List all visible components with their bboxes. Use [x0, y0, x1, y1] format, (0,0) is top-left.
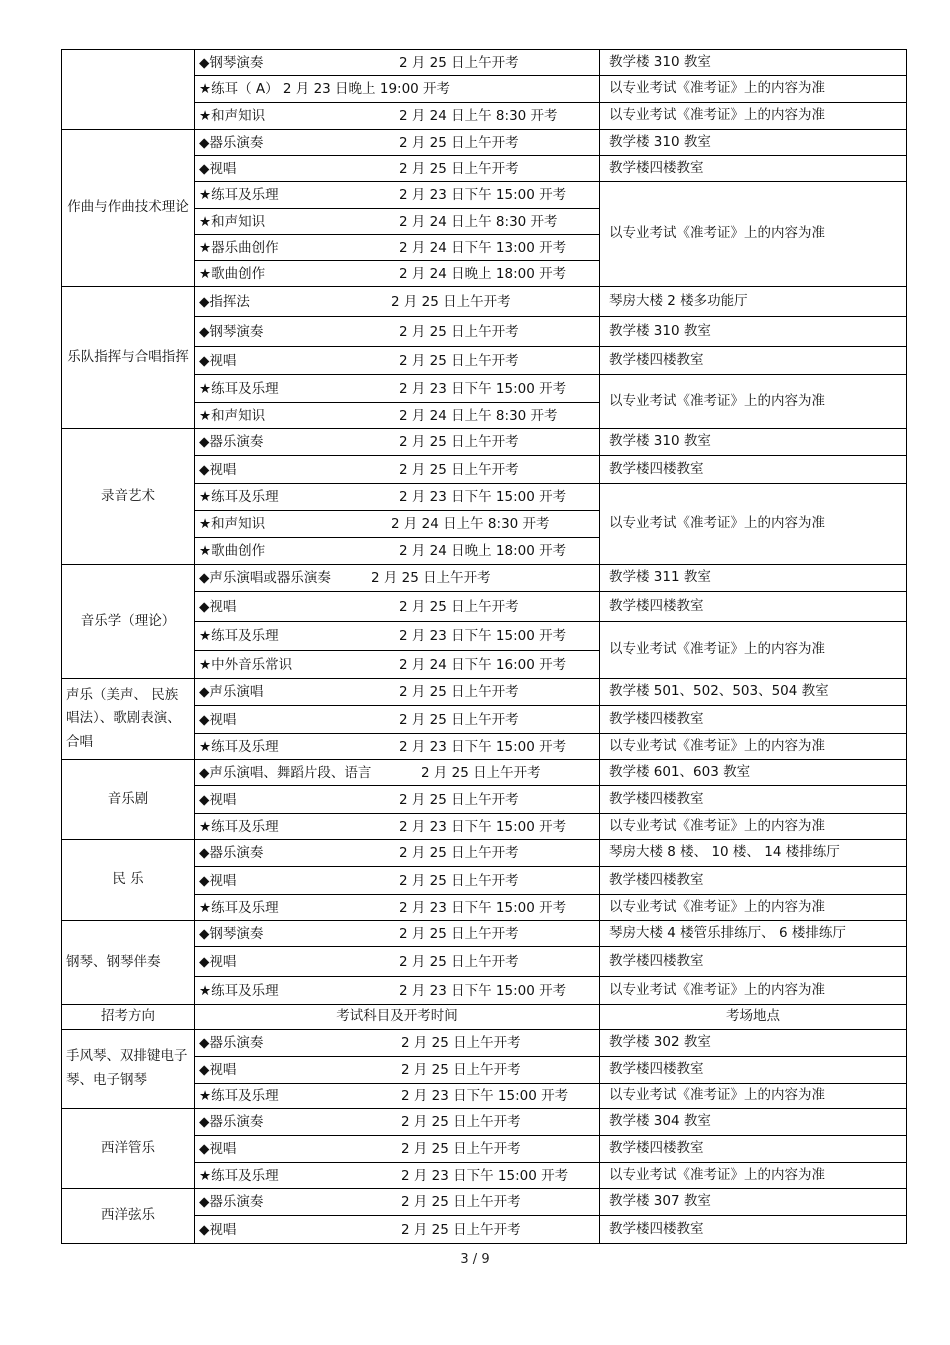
- location-cell: 教学楼四楼教室: [600, 156, 907, 182]
- subject-cell: [195, 209, 600, 235]
- direction-cell: 西洋弦乐: [62, 1189, 195, 1244]
- exam-time: 2 月 24 日上午 8:30 开考: [399, 107, 558, 124]
- subject-name: ◆指挥法: [199, 293, 250, 310]
- subject-cell: [195, 429, 600, 456]
- location-cell: 琴房大楼 2 楼多功能厅: [600, 287, 907, 317]
- subject-name: ★练耳及乐理: [199, 1087, 279, 1104]
- header-subject: 考试科目及开考时间: [195, 1005, 600, 1030]
- subject-name: ★练耳及乐理: [199, 186, 279, 203]
- subject-name: ◆器乐演奏: [199, 134, 264, 151]
- direction-cell: 手风琴、双排键电子琴、电子钢琴: [62, 1030, 195, 1109]
- subject-cell: [195, 1189, 600, 1216]
- subject-name: ◆钢琴演奏: [199, 323, 264, 340]
- location-cell: 教学楼四楼教室: [600, 947, 907, 977]
- exam-time: 2 月 24 日上午 8:30 开考: [399, 407, 558, 424]
- direction-cell: [62, 50, 195, 130]
- location-cell: 教学楼 307 教室: [600, 1189, 907, 1216]
- subject-name: ◆钢琴演奏: [199, 54, 264, 71]
- exam-time: 2 月 25 日上午开考: [399, 433, 519, 450]
- exam-time: 2 月 25 日上午开考: [371, 569, 491, 586]
- subject-cell: [195, 538, 600, 565]
- table-header-row: [62, 1005, 907, 1030]
- location-cell: 以专业考试《准考证》上的内容为准: [600, 622, 907, 679]
- subject-name: ★中外音乐常识: [199, 656, 293, 673]
- subject-cell: [195, 565, 600, 592]
- subject-cell: [195, 130, 600, 156]
- direction-cell: 声乐（美声、 民族唱法）、歌剧表演、合唱: [62, 679, 195, 760]
- subject-cell: [195, 484, 600, 511]
- subject-cell: [195, 592, 600, 622]
- subject-name: ◆视唱: [199, 352, 237, 369]
- subject-name: ◆器乐演奏: [199, 1034, 264, 1051]
- location-cell: 教学楼 304 教室: [600, 1109, 907, 1136]
- exam-time: 2 月 25 日上午开考: [399, 598, 519, 615]
- subject-name: ◆声乐演唱: [199, 683, 264, 700]
- subject-name: ★练耳及乐理: [199, 1167, 279, 1184]
- exam-time: 2 月 23 日下午 15:00 开考: [399, 899, 567, 916]
- location-cell: 教学楼四楼教室: [600, 456, 907, 484]
- exam-time: 2 月 23 日下午 15:00 开考: [401, 1087, 569, 1104]
- location-cell: 教学楼四楼教室: [600, 786, 907, 814]
- subject-name: ★练耳及乐理: [199, 627, 279, 644]
- exam-time: 2 月 24 日下午 16:00 开考: [399, 656, 567, 673]
- subject-name: ◆声乐演唱或器乐演奏: [199, 569, 331, 586]
- subject-cell: [195, 287, 600, 317]
- exam-time: 2 月 25 日上午开考: [399, 711, 519, 728]
- subject-name: ◆视唱: [199, 598, 237, 615]
- subject-name: ◆视唱: [199, 1061, 237, 1078]
- exam-time: 2 月 25 日上午开考: [401, 1140, 521, 1157]
- page-number: 3 / 9: [460, 1252, 490, 1267]
- subject-name: ◆视唱: [199, 160, 237, 177]
- table-row: [62, 1030, 907, 1057]
- direction-cell: 录音艺术: [62, 429, 195, 565]
- subject-cell: [195, 235, 600, 261]
- table-row: [62, 130, 907, 156]
- exam-time: 2 月 25 日上午开考: [399, 844, 519, 861]
- location-cell: 琴房大楼 4 楼管乐排练厅、 6 楼排练厅: [600, 921, 907, 947]
- exam-time: 2 月 25 日上午开考: [399, 953, 519, 970]
- subject-cell: [195, 50, 600, 76]
- subject-cell: [195, 317, 600, 347]
- subject-name: ★和声知识: [199, 213, 266, 230]
- subject-name: ★练耳及乐理: [199, 488, 279, 505]
- subject-cell: [195, 182, 600, 209]
- subject-cell: [195, 977, 600, 1005]
- exam-time: 2 月 24 日晚上 18:00 开考: [399, 265, 567, 282]
- subject-cell: [195, 511, 600, 538]
- direction-cell: 西洋管乐: [62, 1109, 195, 1189]
- location-cell: 教学楼 501、502、503、504 教室: [600, 679, 907, 706]
- exam-time: 2 月 25 日上午开考: [399, 925, 519, 942]
- subject-name: ★歌曲创作: [199, 542, 266, 559]
- table-row: [62, 1109, 907, 1136]
- exam-time: 2 月 25 日上午开考: [399, 683, 519, 700]
- exam-time: 2 月 25 日上午开考: [401, 1193, 521, 1210]
- exam-time: 2 月 23 日下午 15:00 开考: [399, 738, 567, 755]
- subject-cell: [195, 921, 600, 947]
- exam-time: 2 月 25 日上午开考: [399, 872, 519, 889]
- location-cell: 以专业考试《准考证》上的内容为准: [600, 375, 907, 429]
- exam-time: 2 月 25 日上午开考: [401, 1061, 521, 1078]
- exam-time: 2 月 23 日下午 15:00 开考: [399, 186, 567, 203]
- exam-time: 2 月 24 日下午 13:00 开考: [399, 239, 567, 256]
- exam-time: 2 月 23 日下午 15:00 开考: [399, 818, 567, 835]
- exam-schedule-body: [62, 50, 907, 1244]
- subject-cell: [195, 734, 600, 760]
- exam-time: 2 月 23 日下午 15:00 开考: [399, 627, 567, 644]
- subject-name: ◆视唱: [199, 953, 237, 970]
- location-cell: 以专业考试《准考证》上的内容为准: [600, 1084, 907, 1109]
- subject-cell: [195, 1163, 600, 1189]
- subject-cell: [195, 706, 600, 734]
- exam-time: 2 月 23 日下午 15:00 开考: [399, 380, 567, 397]
- location-cell: 以专业考试《准考证》上的内容为准: [600, 814, 907, 840]
- table-row: [62, 679, 907, 706]
- subject-cell: [195, 867, 600, 895]
- direction-cell: 民 乐: [62, 840, 195, 921]
- location-cell: 教学楼 302 教室: [600, 1030, 907, 1057]
- exam-time: 2 月 25 日上午开考: [401, 1113, 521, 1130]
- location-cell: 以专业考试《准考证》上的内容为准: [600, 977, 907, 1005]
- table-row: [62, 1189, 907, 1216]
- table-row: [62, 921, 907, 947]
- location-cell: 教学楼四楼教室: [600, 867, 907, 895]
- exam-time: 2 月 23 日下午 15:00 开考: [399, 488, 567, 505]
- exam-time: 2 月 25 日上午开考: [399, 791, 519, 808]
- subject-name: ★和声知识: [199, 407, 266, 424]
- location-cell: 琴房大楼 8 楼、 10 楼、 14 楼排练厅: [600, 840, 907, 867]
- location-cell: 以专业考试《准考证》上的内容为准: [600, 484, 907, 565]
- subject-cell: [195, 786, 600, 814]
- location-cell: 教学楼四楼教室: [600, 706, 907, 734]
- direction-cell: 钢琴、钢琴伴奏: [62, 921, 195, 1005]
- subject-cell: [195, 347, 600, 375]
- subject-name: ★练耳及乐理: [199, 982, 279, 999]
- subject-cell: [195, 156, 600, 182]
- subject-name: ◆器乐演奏: [199, 844, 264, 861]
- location-cell: 教学楼四楼教室: [600, 1136, 907, 1163]
- subject-cell: [195, 456, 600, 484]
- exam-time: 2 月 24 日晚上 18:00 开考: [399, 542, 567, 559]
- subject-cell: [195, 651, 600, 679]
- subject-cell: [195, 1030, 600, 1057]
- subject-cell: [195, 1216, 600, 1244]
- subject-cell: [195, 1084, 600, 1109]
- exam-schedule-table: [61, 49, 907, 1244]
- subject-name: ◆声乐演唱、舞蹈片段、语言: [199, 764, 372, 781]
- subject-name: ★练耳及乐理: [199, 899, 279, 916]
- exam-time: 2 月 24 日上午 8:30 开考: [399, 213, 558, 230]
- table-row: [62, 50, 907, 76]
- exam-time: 2 月 25 日上午开考: [421, 764, 541, 781]
- location-cell: 以专业考试《准考证》上的内容为准: [600, 1163, 907, 1189]
- subject-cell: [195, 261, 600, 287]
- exam-time: 2 月 25 日上午开考: [399, 323, 519, 340]
- subject-cell: [195, 76, 600, 103]
- table-row: [62, 287, 907, 317]
- subject-name: ★和声知识: [199, 107, 266, 124]
- exam-time: 2 月 25 日上午开考: [401, 1221, 521, 1238]
- location-cell: 教学楼 601、603 教室: [600, 760, 907, 786]
- table-row: [62, 565, 907, 592]
- location-cell: 以专业考试《准考证》上的内容为准: [600, 182, 907, 287]
- subject-name: ◆视唱: [199, 461, 237, 478]
- direction-cell: 乐队指挥与合唱指挥: [62, 287, 195, 429]
- subject-cell: [195, 895, 600, 921]
- subject-name: ◆视唱: [199, 791, 237, 808]
- location-cell: 以专业考试《准考证》上的内容为准: [600, 895, 907, 921]
- subject-cell: [195, 760, 600, 786]
- exam-time: 2 月 25 日上午开考: [399, 352, 519, 369]
- exam-time: 2 月 23 日下午 15:00 开考: [401, 1167, 569, 1184]
- header-direction: 招考方向: [62, 1005, 195, 1030]
- subject-name: ★和声知识: [199, 515, 266, 532]
- subject-cell: [195, 1136, 600, 1163]
- subject-name: ◆视唱: [199, 711, 237, 728]
- header-location: 考场地点: [600, 1005, 907, 1030]
- subject-name: ★器乐曲创作: [199, 239, 279, 256]
- subject-name: ★练耳（ A） 2 月 23 日晚上 19:00 开考: [199, 80, 451, 97]
- location-cell: 以专业考试《准考证》上的内容为准: [600, 76, 907, 103]
- exam-time: 2 月 25 日上午开考: [399, 134, 519, 151]
- subject-name: ◆器乐演奏: [199, 1113, 264, 1130]
- subject-cell: [195, 103, 600, 130]
- table-row: [62, 429, 907, 456]
- subject-cell: [195, 622, 600, 651]
- location-cell: 教学楼四楼教室: [600, 347, 907, 375]
- location-cell: 教学楼四楼教室: [600, 1057, 907, 1084]
- location-cell: 教学楼四楼教室: [600, 1216, 907, 1244]
- subject-cell: [195, 1109, 600, 1136]
- exam-time: 2 月 23 日下午 15:00 开考: [399, 982, 567, 999]
- direction-cell: 音乐剧: [62, 760, 195, 840]
- location-cell: 教学楼 310 教室: [600, 317, 907, 347]
- exam-time: 2 月 25 日上午开考: [399, 461, 519, 478]
- subject-name: ◆器乐演奏: [199, 1193, 264, 1210]
- subject-cell: [195, 375, 600, 403]
- location-cell: 以专业考试《准考证》上的内容为准: [600, 734, 907, 760]
- subject-cell: [195, 1057, 600, 1084]
- location-cell: 教学楼 311 教室: [600, 565, 907, 592]
- direction-cell: 音乐学（理论）: [62, 565, 195, 679]
- exam-time: 2 月 25 日上午开考: [401, 1034, 521, 1051]
- subject-cell: [195, 814, 600, 840]
- location-cell: 教学楼 310 教室: [600, 130, 907, 156]
- exam-time: 2 月 25 日上午开考: [391, 293, 511, 310]
- subject-cell: [195, 679, 600, 706]
- subject-cell: [195, 947, 600, 977]
- subject-name: ◆视唱: [199, 1140, 237, 1157]
- exam-time: 2 月 25 日上午开考: [399, 160, 519, 177]
- subject-name: ◆钢琴演奏: [199, 925, 264, 942]
- subject-name: ★练耳及乐理: [199, 380, 279, 397]
- subject-cell: [195, 840, 600, 867]
- location-cell: 教学楼 310 教室: [600, 429, 907, 456]
- location-cell: 以专业考试《准考证》上的内容为准: [600, 103, 907, 130]
- table-row: [62, 760, 907, 786]
- exam-time: 2 月 24 日上午 8:30 开考: [391, 515, 550, 532]
- subject-cell: [195, 403, 600, 429]
- direction-cell: 作曲与作曲技术理论: [62, 130, 195, 287]
- exam-time: 2 月 25 日上午开考: [399, 54, 519, 71]
- subject-name: ◆视唱: [199, 1221, 237, 1238]
- subject-name: ★歌曲创作: [199, 265, 266, 282]
- subject-name: ★练耳及乐理: [199, 738, 279, 755]
- subject-name: ◆器乐演奏: [199, 433, 264, 450]
- subject-name: ★练耳及乐理: [199, 818, 279, 835]
- table-row: [62, 840, 907, 867]
- subject-name: ◆视唱: [199, 872, 237, 889]
- location-cell: 教学楼四楼教室: [600, 592, 907, 622]
- location-cell: 教学楼 310 教室: [600, 50, 907, 76]
